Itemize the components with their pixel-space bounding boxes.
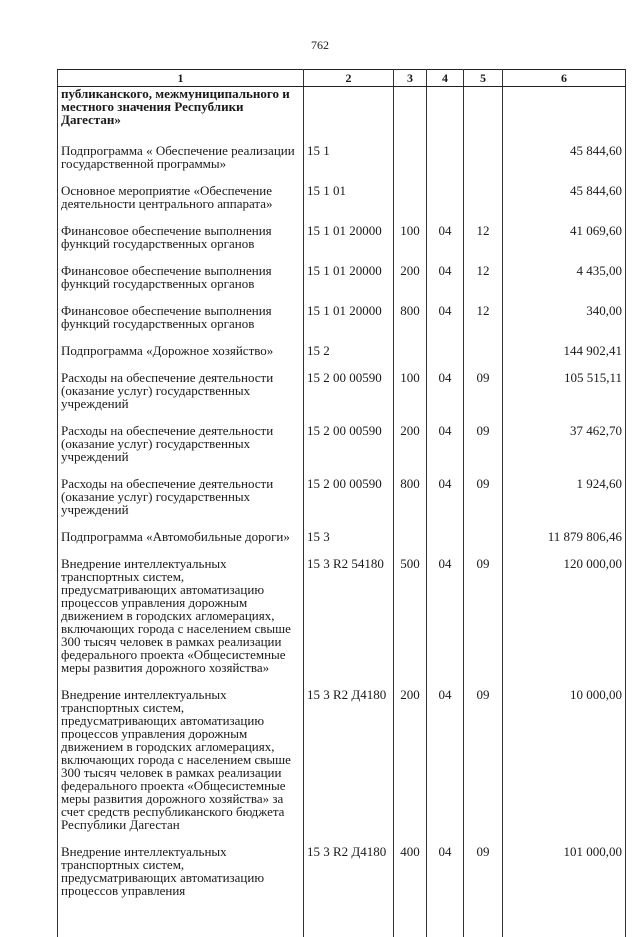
table-row xyxy=(58,140,626,184)
row-subsection xyxy=(464,344,503,371)
row-description: Финансовое обеспечение выполнения функций государственных органов xyxy=(58,224,304,264)
row-description: Расходы на обеспечение деятельности (оказание услуг) государственных учреждений xyxy=(58,371,304,424)
table-row xyxy=(58,424,626,477)
row-expense-type xyxy=(394,344,427,371)
row-amount: 45 844,60 xyxy=(503,140,626,184)
row-subsection: 09 xyxy=(464,845,503,937)
row-subsection xyxy=(464,87,503,141)
row-subsection: 09 xyxy=(464,557,503,688)
row-section: 04 xyxy=(427,845,464,937)
table-row xyxy=(58,557,626,688)
header-col-4: 4 xyxy=(427,70,464,87)
row-code xyxy=(304,87,394,141)
row-subsection: 12 xyxy=(464,264,503,304)
row-code: 15 1 01 xyxy=(304,184,394,224)
row-expense-type: 200 xyxy=(394,688,427,845)
row-code: 15 1 xyxy=(304,140,394,184)
row-description: Подпрограмма «Автомобильные дороги» xyxy=(58,530,304,557)
row-subsection: 12 xyxy=(464,224,503,264)
row-code: 15 1 01 20000 xyxy=(304,264,394,304)
row-code: 15 2 xyxy=(304,344,394,371)
row-description: публиканского, межмуниципального и местного значения Республики Дагестан» xyxy=(58,87,304,141)
row-section: 04 xyxy=(427,264,464,304)
row-expense-type xyxy=(394,140,427,184)
table-row xyxy=(58,87,626,141)
row-section: 04 xyxy=(427,688,464,845)
table-row xyxy=(58,371,626,424)
budget-table xyxy=(57,69,626,937)
row-amount: 144 902,41 xyxy=(503,344,626,371)
row-amount: 37 462,70 xyxy=(503,424,626,477)
table-header-row xyxy=(58,70,626,87)
row-code: 15 3 xyxy=(304,530,394,557)
row-code: 15 2 00 00590 xyxy=(304,371,394,424)
row-section xyxy=(427,87,464,141)
row-amount: 45 844,60 xyxy=(503,184,626,224)
table-row xyxy=(58,344,626,371)
row-amount: 4 435,00 xyxy=(503,264,626,304)
row-amount: 120 000,00 xyxy=(503,557,626,688)
row-section: 04 xyxy=(427,224,464,264)
row-subsection xyxy=(464,184,503,224)
row-description: Расходы на обеспечение деятельности (оказание услуг) государственных учреждений xyxy=(58,477,304,530)
row-section: 04 xyxy=(427,477,464,530)
row-subsection: 09 xyxy=(464,371,503,424)
row-amount: 101 000,00 xyxy=(503,845,626,937)
table-row xyxy=(58,264,626,304)
table-body xyxy=(58,87,626,937)
row-amount: 10 000,00 xyxy=(503,688,626,845)
row-description: Внедрение интеллектуальных транспортных систем, предусматривающих автоматизацию процессов управления дорожным движением в городских агломерациях, включающих города с населением свыше 300 тысяч человек в рамках реализации федерального проекта «Общесистемные меры развития дорожного хозяйства» за счет средств республиканского бюджета Республики Дагестан xyxy=(58,688,304,845)
row-expense-type: 400 xyxy=(394,845,427,937)
header-col-5: 5 xyxy=(464,70,503,87)
row-section xyxy=(427,184,464,224)
row-expense-type: 200 xyxy=(394,424,427,477)
header-col-1: 1 xyxy=(58,70,304,87)
table-row xyxy=(58,530,626,557)
row-expense-type: 500 xyxy=(394,557,427,688)
row-subsection: 12 xyxy=(464,304,503,344)
table-row xyxy=(58,184,626,224)
header-col-2: 2 xyxy=(304,70,394,87)
row-section xyxy=(427,344,464,371)
row-expense-type: 800 xyxy=(394,477,427,530)
row-expense-type xyxy=(394,530,427,557)
row-expense-type: 200 xyxy=(394,264,427,304)
row-description: Расходы на обеспечение деятельности (оказание услуг) государственных учреждений xyxy=(58,424,304,477)
header-col-3: 3 xyxy=(394,70,427,87)
row-subsection xyxy=(464,530,503,557)
table-row xyxy=(58,477,626,530)
row-amount: 105 515,11 xyxy=(503,371,626,424)
row-description: Финансовое обеспечение выполнения функций государственных органов xyxy=(58,264,304,304)
table-row xyxy=(58,688,626,845)
row-expense-type xyxy=(394,184,427,224)
row-description: Основное мероприятие «Обеспечение деятельности центрального аппарата» xyxy=(58,184,304,224)
row-amount: 41 069,60 xyxy=(503,224,626,264)
row-subsection: 09 xyxy=(464,477,503,530)
row-amount: 11 879 806,46 xyxy=(503,530,626,557)
row-code: 15 1 01 20000 xyxy=(304,304,394,344)
row-section xyxy=(427,530,464,557)
row-expense-type: 800 xyxy=(394,304,427,344)
row-description: Внедрение интеллектуальных транспортных систем, предусматривающих автоматизацию процессов управления дорожным движением в городских агломерациях, включающих города с населением свыше 300 тысяч человек в рамках реализации федерального проекта «Общесистемные меры развития дорожного хозяйства» xyxy=(58,557,304,688)
row-code: 15 3 R2 Д4180 xyxy=(304,688,394,845)
row-section: 04 xyxy=(427,304,464,344)
row-section: 04 xyxy=(427,424,464,477)
row-amount xyxy=(503,87,626,141)
table-row xyxy=(58,845,626,937)
row-section: 04 xyxy=(427,557,464,688)
page-number: 762 xyxy=(0,38,640,53)
row-code: 15 2 00 00590 xyxy=(304,477,394,530)
row-code: 15 3 R2 54180 xyxy=(304,557,394,688)
header-col-6: 6 xyxy=(503,70,626,87)
row-description: Подпрограмма « Обеспечение реализации государственной программы» xyxy=(58,140,304,184)
row-description: Внедрение интеллектуальных транспортных систем, предусматривающих автоматизацию процессов управления xyxy=(58,845,304,937)
row-subsection xyxy=(464,140,503,184)
row-subsection: 09 xyxy=(464,424,503,477)
row-amount: 340,00 xyxy=(503,304,626,344)
row-subsection: 09 xyxy=(464,688,503,845)
row-code: 15 2 00 00590 xyxy=(304,424,394,477)
table-row xyxy=(58,304,626,344)
table-row xyxy=(58,224,626,264)
row-expense-type xyxy=(394,87,427,141)
row-expense-type: 100 xyxy=(394,224,427,264)
row-amount: 1 924,60 xyxy=(503,477,626,530)
row-expense-type: 100 xyxy=(394,371,427,424)
row-code: 15 1 01 20000 xyxy=(304,224,394,264)
row-section: 04 xyxy=(427,371,464,424)
row-section xyxy=(427,140,464,184)
row-description: Подпрограмма «Дорожное хозяйство» xyxy=(58,344,304,371)
row-code: 15 3 R2 Д4180 xyxy=(304,845,394,937)
row-description: Финансовое обеспечение выполнения функций государственных органов xyxy=(58,304,304,344)
